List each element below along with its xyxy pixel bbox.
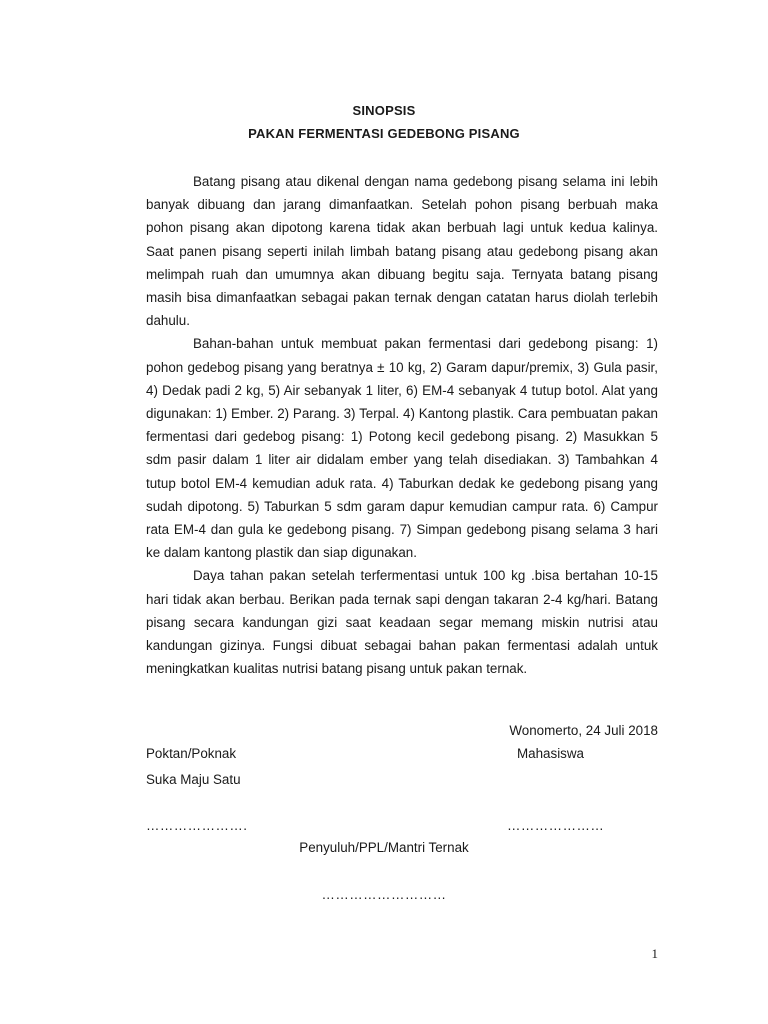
document-body: [146, 170, 658, 680]
place-date: Wonomerto, 24 Juli 2018: [509, 723, 658, 738]
signature-line-center: ………………………: [321, 887, 447, 902]
signature-line-right: …………………: [507, 818, 605, 833]
signature-line-left: ………………….: [146, 818, 248, 833]
paragraph-intro: Batang pisang atau dikenal dengan nama gedebong pisang selama ini lebih banyak dibuang dan jarang dimanfaatkan. Setelah pohon pisang berbuah maka pohon pisang akan dipotong karena tidak akan berbuah lagi untuk kedua kalinya. Saat panen pisang seperti inilah limbah batang pisang atau gedebong pisang akan melimpah ruah dan umumnya akan dibuang begitu saja. Ternyata batang pisang masih bisa dimanfaatkan sebagai pakan ternak dengan catatan harus diolah terlebih dahulu.: [146, 174, 658, 329]
signatory-left-group: Suka Maju Satu: [146, 772, 241, 787]
signatory-center-role: Penyuluh/PPL/Mantri Ternak: [299, 840, 469, 855]
document-title: SINOPSIS: [352, 103, 416, 118]
signatory-right-role: Mahasiswa: [517, 746, 584, 761]
page-number: 1: [651, 946, 658, 961]
paragraph-durability: Daya tahan pakan setelah terfermentasi untuk 100 kg .bisa bertahan 10-15 hari tidak akan berbau. Berikan pada ternak sapi dengan takaran 2-4 kg/hari. Batang pisang secara kandungan gizi saat keadaan segar memang miskin nutrisi atau kandungan gizinya. Fungsi dibuat sebagai bahan pakan fermentasi adalah untuk meningkatkan kualitas nutrisi batang pisang untuk pakan ternak.: [146, 568, 658, 677]
document-subtitle: PAKAN FERMENTASI GEDEBONG PISANG: [248, 126, 520, 141]
signatory-left-role: Poktan/Poknak: [146, 746, 237, 761]
paragraph-materials: Bahan-bahan untuk membuat pakan fermentasi dari gedebong pisang: 1) pohon gedebog pisang yang beratnya ± 10 kg, 2) Garam dapur/premix, 3) Gula pasir, 4) Dedak padi 2 kg, 5) Air sebanyak 1 liter, 6) EM-4 sebanyak 4 tutup botol. Alat yang digunakan: 1) Ember. 2) Parang. 3) Terpal. 4) Kantong plastik. Cara pembuatan pakan fermentasi dari gedebog pisang: 1) Potong kecil gedebong pisang. 2) Masukkan 5 sdm pasir dalam 1 liter air didalam ember yang telah disediakan. 3) Tambahkan 4 tutup botol EM-4 kemudian aduk rata. 4) Taburkan dedak ke gedebong pisang yang sudah dipotong. 5) Taburkan 5 sdm garam dapur kemudian campur rata. 6) Campur rata EM-4 dan gula ke gedebong pisang. 7) Simpan gedebong pisang selama 3 hari ke dalam kantong plastik dan siap digunakan.: [146, 336, 658, 561]
